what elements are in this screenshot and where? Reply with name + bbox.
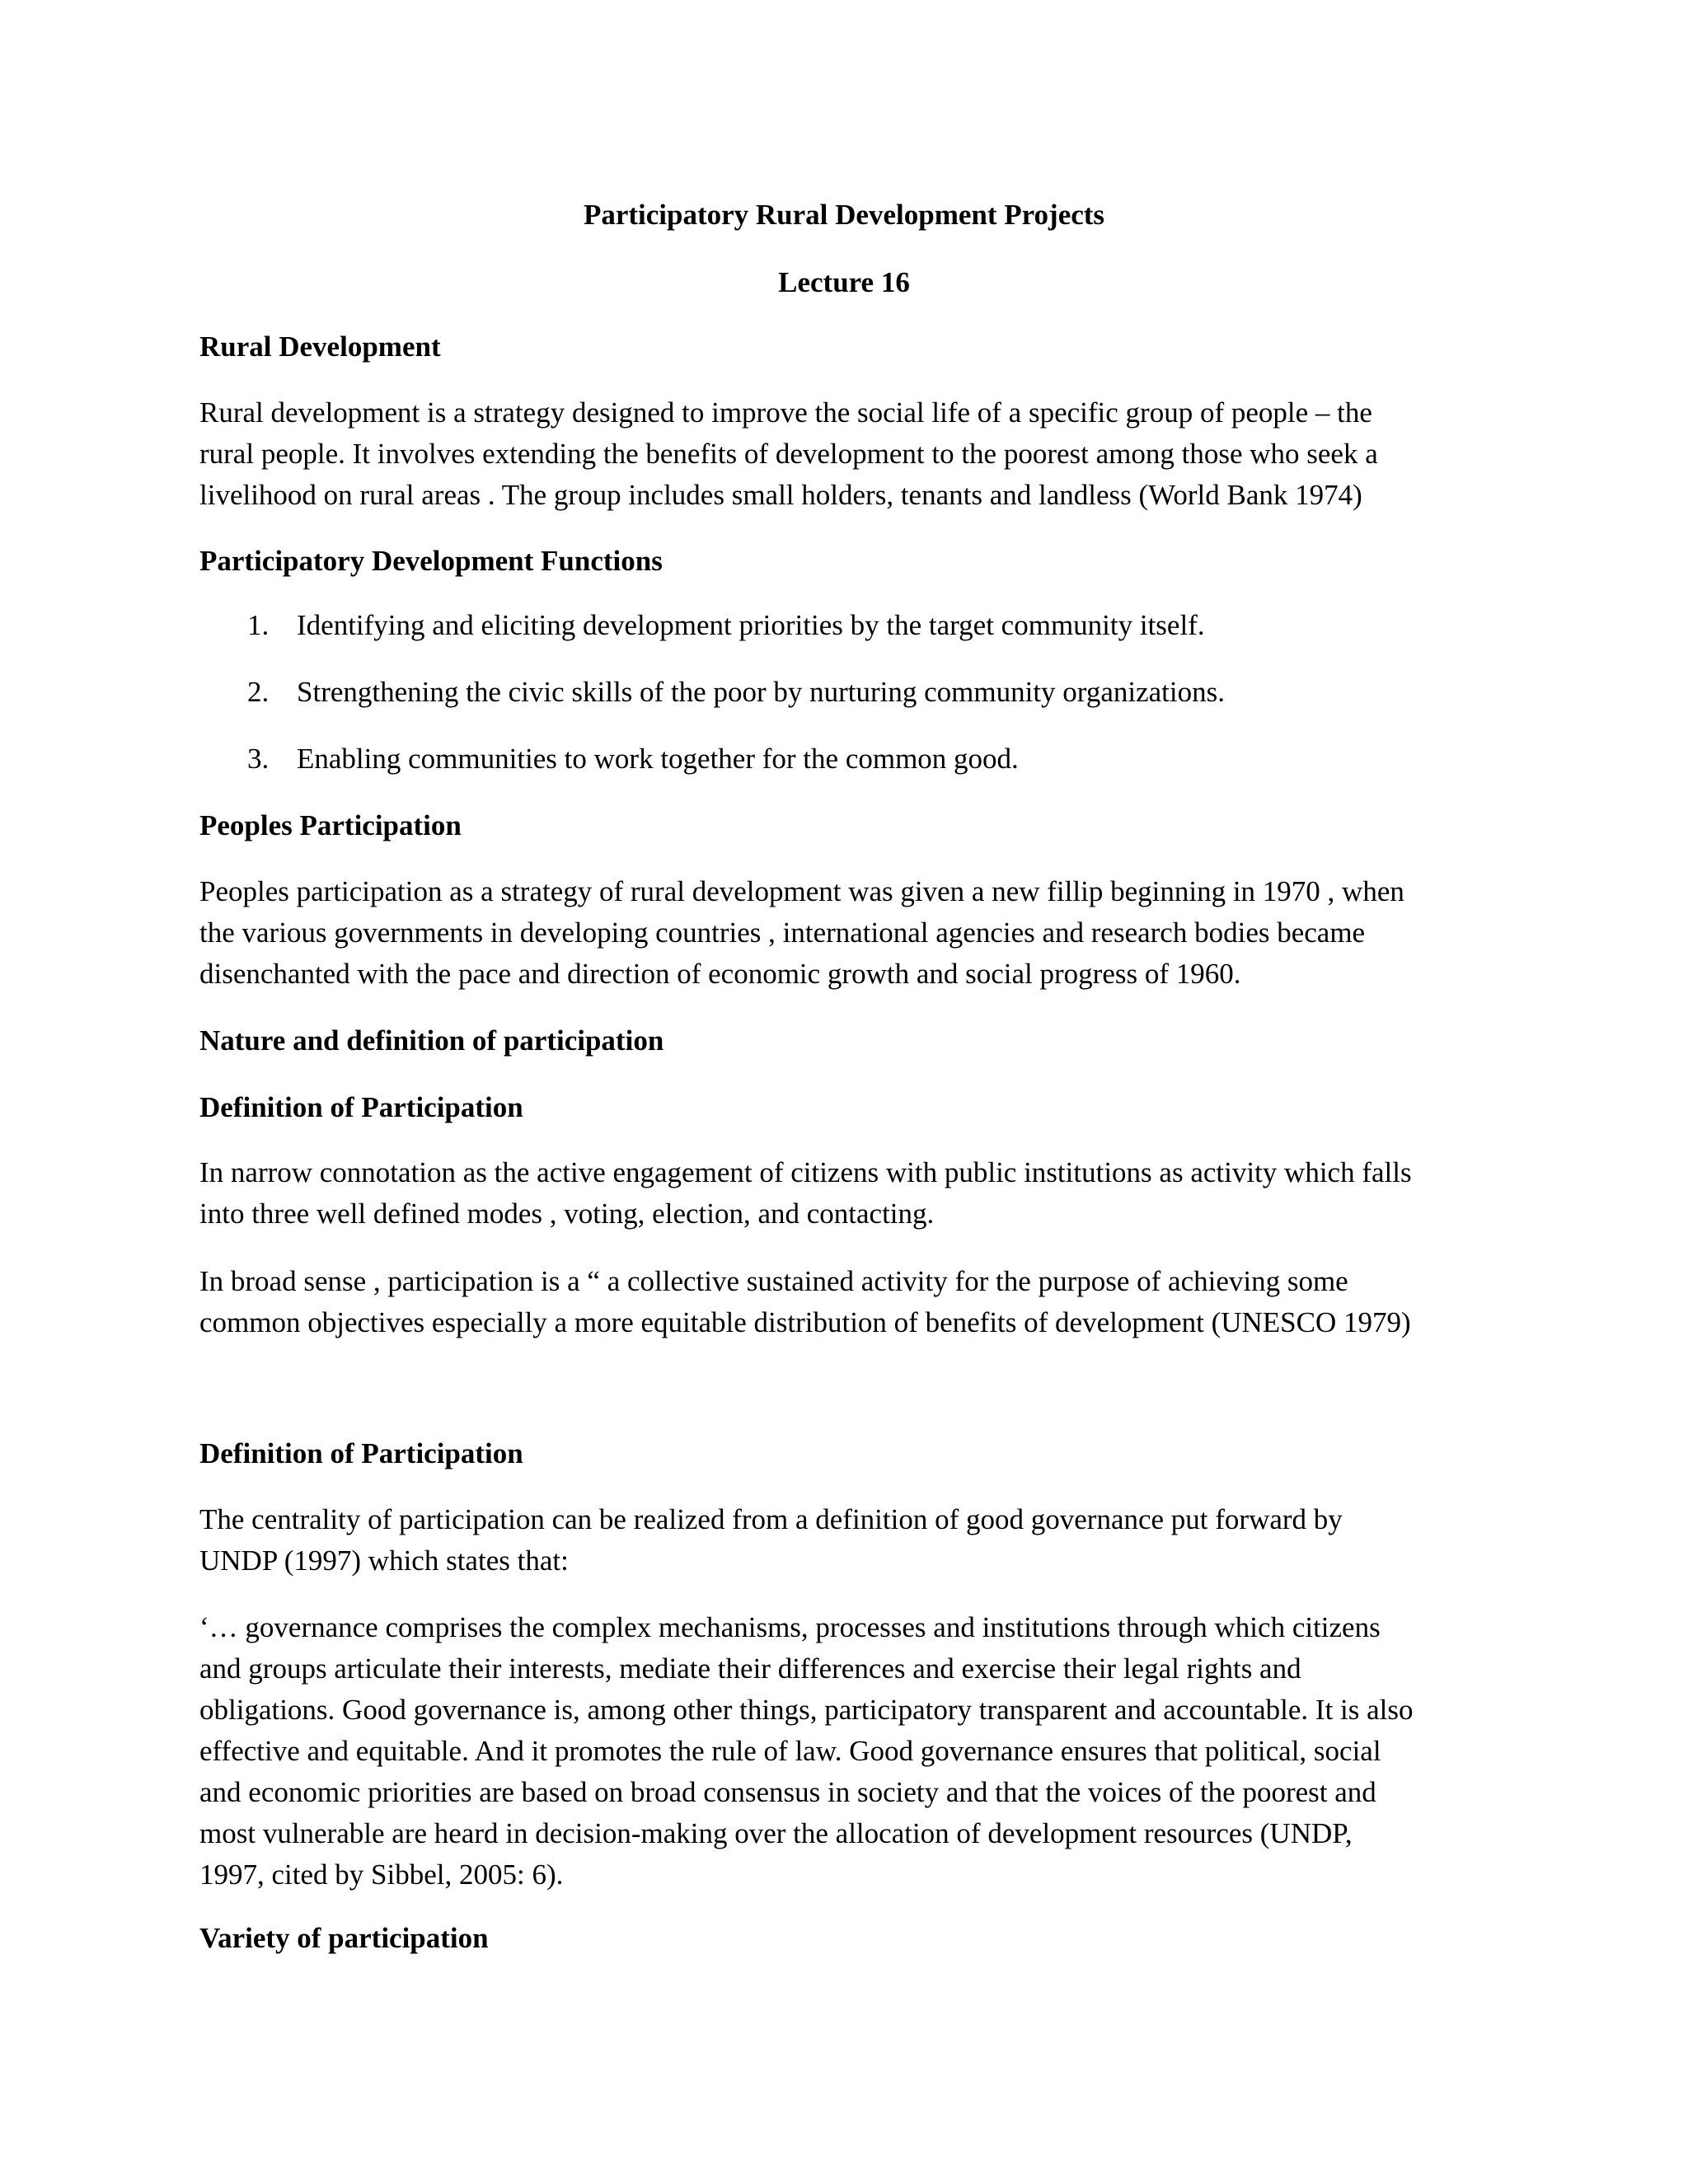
paragraph-line: 1997, cited by Sibbel, 2005: 6). (199, 1858, 564, 1891)
paragraph-line: and groups articulate their interests, mediate their differences and exercise their legal rights and (199, 1652, 1301, 1685)
paragraph-rural-development (199, 392, 1378, 516)
paragraph-centrality (199, 1499, 1343, 1582)
paragraph-line: most vulnerable are heard in decision-making over the allocation of development resources (UNDP, (199, 1817, 1353, 1849)
list-item-text: Identifying and eliciting development priorities by the target community itself. (297, 609, 1205, 641)
list-item-number: 2. (247, 676, 270, 708)
heading-definition-participation: Definition of Participation (199, 1091, 523, 1123)
list-item-number: 1. (247, 609, 270, 641)
list-item-text: Enabling communities to work together for the common good. (297, 743, 1019, 775)
paragraph-line: UNDP (1997) which states that: (199, 1544, 569, 1577)
paragraph-broad-sense (199, 1261, 1411, 1343)
paragraph-line: and economic priorities are based on broad consensus in society and that the voices of the poorest and (199, 1776, 1376, 1808)
heading-rural-development: Rural Development (199, 330, 441, 363)
paragraph-line: into three well defined modes , voting, election, and contacting. (199, 1197, 935, 1230)
paragraph-line: In narrow connotation as the active engagement of citizens with public institutions as activity which falls (199, 1156, 1412, 1188)
heading-nature-definition: Nature and definition of participation (199, 1024, 664, 1057)
paragraph-undp-quote (199, 1607, 1414, 1896)
list-item-text: Strengthening the civic skills of the poor by nurturing community organizations. (297, 676, 1225, 708)
heading-peoples-participation: Peoples Participation (199, 809, 462, 841)
lecture-number: Lecture 16 (778, 266, 910, 298)
paragraph-narrow-connotation (199, 1152, 1412, 1235)
paragraph-line: Peoples participation as a strategy of rural development was given a new fillip beginning in 1970 , when (199, 875, 1404, 907)
paragraph-line: In broad sense , participation is a “ a collective sustained activity for the purpose of achieving some (199, 1265, 1348, 1297)
paragraph-line: obligations. Good governance is, among other things, participatory transparent and accountable. It is also (199, 1694, 1414, 1726)
paragraph-line: the various governments in developing countries , international agencies and research bodies became (199, 916, 1366, 949)
paragraph-line: livelihood on rural areas . The group includes small holders, tenants and landless (World Bank 1974) (199, 479, 1362, 511)
document-title: Participatory Rural Development Projects (583, 199, 1105, 231)
paragraph-line: ‘… governance comprises the complex mechanisms, processes and institutions through which citizens (199, 1611, 1381, 1643)
list-item-number: 3. (247, 743, 270, 775)
paragraph-line: effective and equitable. And it promotes the rule of law. Good governance ensures that political, social (199, 1735, 1381, 1767)
paragraph-line: rural people. It involves extending the benefits of development to the poorest among those who seek a (199, 438, 1378, 470)
paragraph-line: disenchanted with the pace and direction of economic growth and social progress of 1960. (199, 958, 1241, 990)
paragraph-line: The centrality of participation can be realized from a definition of good governance put forward by (199, 1503, 1343, 1535)
paragraph-line: common objectives especially a more equitable distribution of benefits of development (UNESCO 1979) (199, 1306, 1411, 1338)
heading-variety-participation: Variety of participation (199, 1922, 489, 1954)
paragraph-peoples-participation (199, 871, 1404, 995)
heading-definition-participation-2: Definition of Participation (199, 1437, 523, 1469)
heading-functions: Participatory Development Functions (199, 545, 663, 577)
paragraph-line: Rural development is a strategy designed to improve the social life of a specific group of people – the (199, 396, 1372, 429)
